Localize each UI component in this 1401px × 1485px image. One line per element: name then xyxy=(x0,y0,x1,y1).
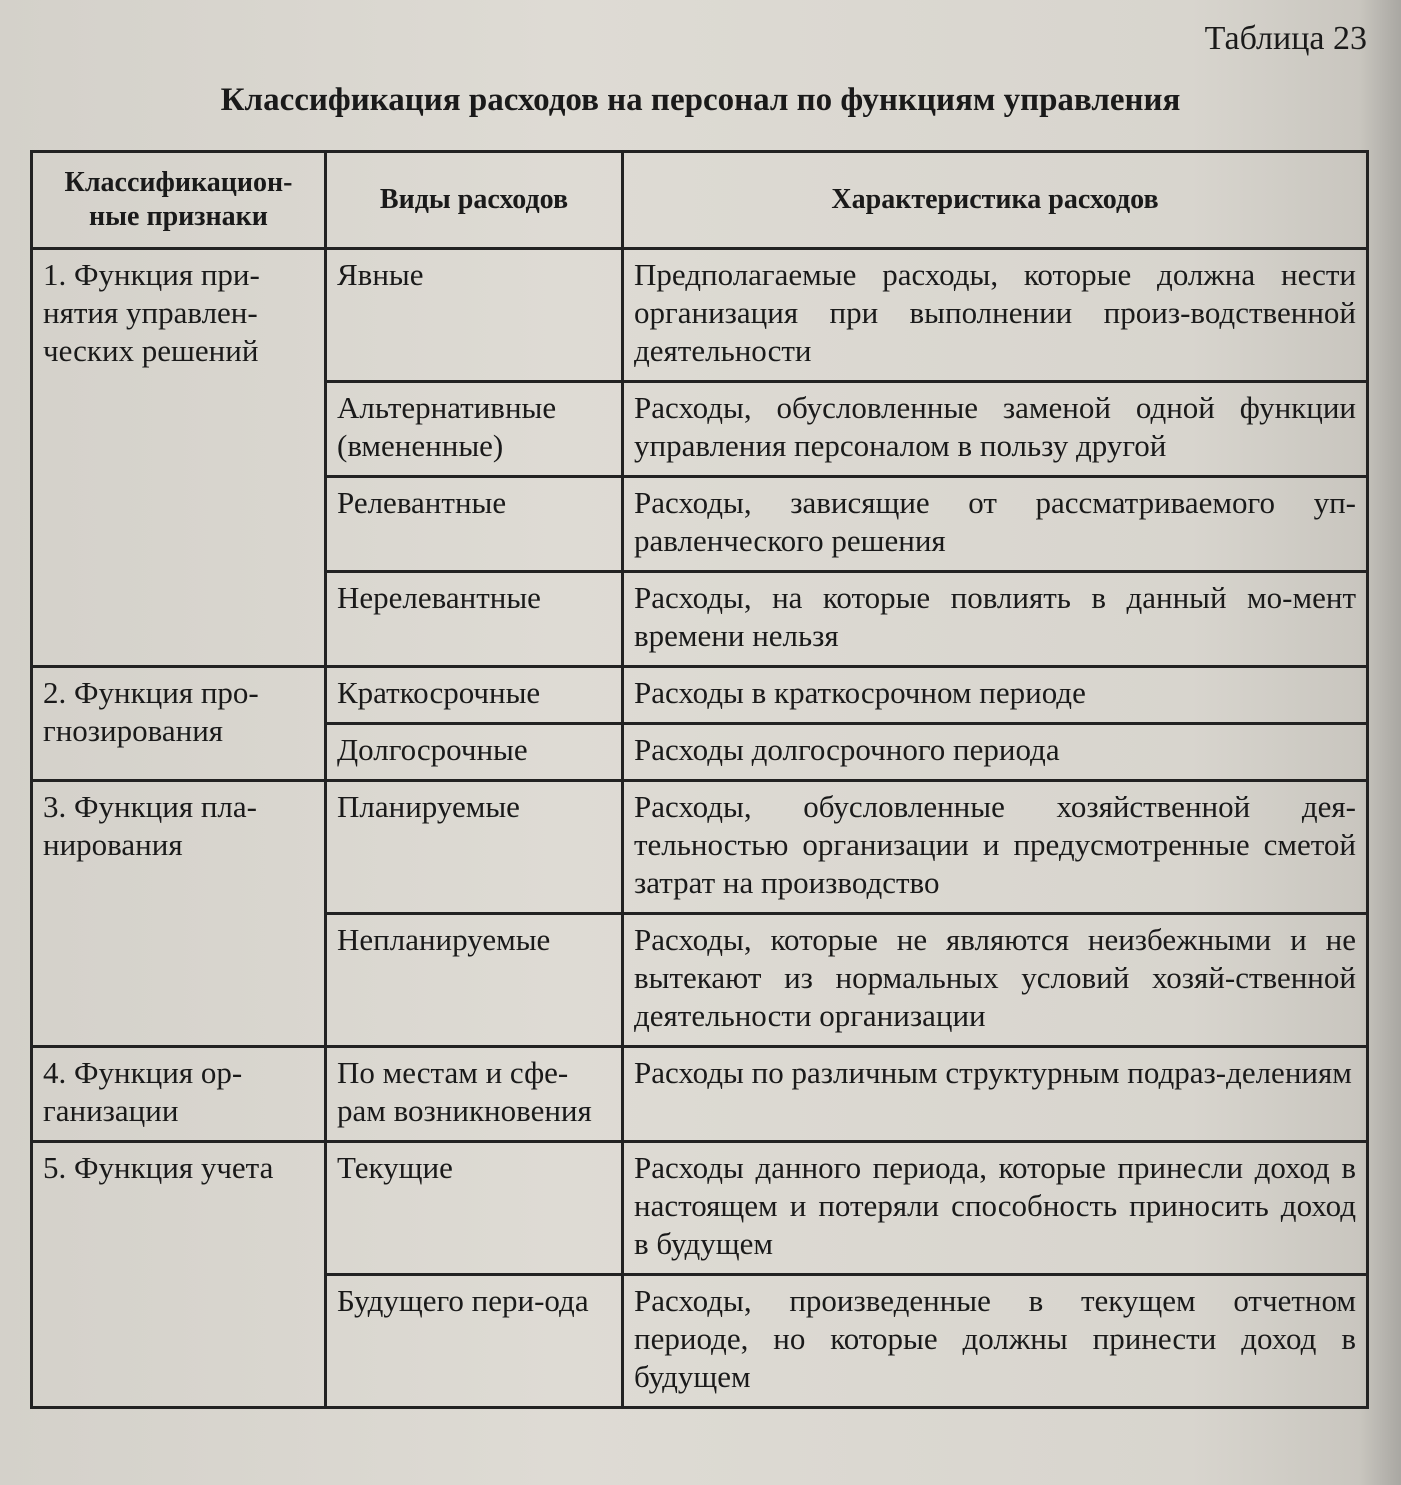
expense-type-cell: Долгосрочные xyxy=(326,724,623,781)
header-row xyxy=(32,152,1368,249)
expense-desc-cell: Расходы, которые не являются неизбежными и не вытекают из нормальных условий хозяй-ственной деятельности организации xyxy=(623,914,1368,1047)
table-row xyxy=(32,667,1368,724)
table-row xyxy=(32,781,1368,914)
header-expense-type: Виды расходов xyxy=(326,152,623,249)
expense-type-cell: Краткосрочные xyxy=(326,667,623,724)
expense-type-cell: Будущего пери-ода xyxy=(326,1275,623,1408)
expense-desc-cell: Расходы, обусловленные хозяйственной дея-тельностью организации и предусмотренные сметой затрат на производство xyxy=(623,781,1368,914)
expense-desc-cell: Расходы, обусловленные заменой одной функции управления персоналом в пользу другой xyxy=(623,382,1368,477)
table-row xyxy=(32,1142,1368,1275)
expense-type-cell: Явные xyxy=(326,249,623,382)
table-number: Таблица 23 xyxy=(1204,20,1367,57)
expense-type-cell: Релевантные xyxy=(326,477,623,572)
expense-type-cell: Нерелевантные xyxy=(326,572,623,667)
expense-desc-cell: Расходы данного периода, которые принесли доход в настоящем и потеряли способность приносить доход в будущем xyxy=(623,1142,1368,1275)
expense-desc-cell: Расходы в краткосрочном периоде xyxy=(623,667,1368,724)
expense-desc-cell: Предполагаемые расходы, которые должна нести организация при выполнении произ-водственной деятельности xyxy=(623,249,1368,382)
group-cell: 1. Функция при-нятия управлен-ческих решений xyxy=(32,249,326,667)
expense-type-cell: Непланируемые xyxy=(326,914,623,1047)
table-row xyxy=(32,249,1368,382)
group-cell: 5. Функция учета xyxy=(32,1142,326,1408)
expense-type-cell: Планируемые xyxy=(326,781,623,914)
table-title: Классификация расходов на персонал по функциям управления xyxy=(220,82,1181,118)
expense-desc-cell: Расходы долгосрочного периода xyxy=(623,724,1368,781)
expense-type-cell: По местам и сфе-рам возникновения xyxy=(326,1047,623,1142)
header-classification: Классификацион-ные признаки xyxy=(32,152,326,249)
expense-desc-cell: Расходы по различным структурным подраз-делениям xyxy=(623,1047,1368,1142)
table-row xyxy=(32,1047,1368,1142)
expense-desc-cell: Расходы, на которые повлиять в данный мо-мент времени нельзя xyxy=(623,572,1368,667)
expense-type-cell: Альтернативные (вмененные) xyxy=(326,382,623,477)
expense-desc-cell: Расходы, произведенные в текущем отчетном периоде, но которые должны принести доход в будущем xyxy=(623,1275,1368,1408)
group-cell: 4. Функция ор-ганизации xyxy=(32,1047,326,1142)
group-cell: 3. Функция пла-нирования xyxy=(32,781,326,1047)
group-cell: 2. Функция про-гнозирования xyxy=(32,667,326,781)
expense-classification-table xyxy=(30,150,1369,1409)
header-expense-characteristic: Характеристика расходов xyxy=(623,152,1368,249)
expense-desc-cell: Расходы, зависящие от рассматриваемого уп-равленческого решения xyxy=(623,477,1368,572)
expense-type-cell: Текущие xyxy=(326,1142,623,1275)
